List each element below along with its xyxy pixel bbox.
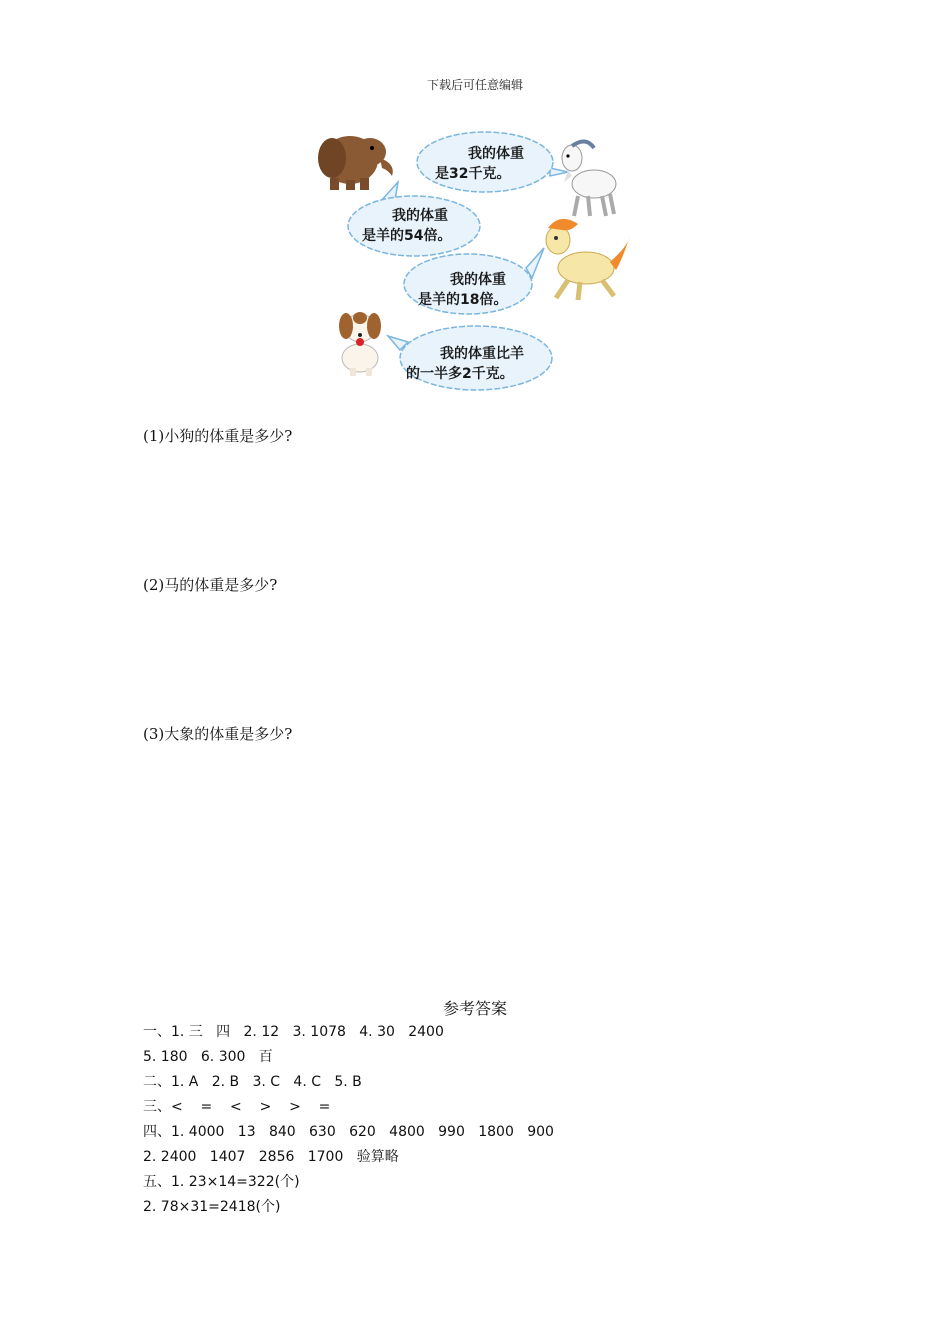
question-2: (2)马的体重是多少? [143,576,278,594]
answer-line-6: 2. 2400 1407 2856 1700 验算略 [143,1149,399,1165]
speech-bubble-1 [417,132,568,192]
goat-illustration [562,141,616,216]
answer-line-1: 一、1. 三 四 2. 12 3. 1078 4. 30 2400 [143,1024,444,1040]
answer-line-8: 2. 78×31=2418(个) [143,1199,281,1215]
speech-bubble-4 [388,326,552,390]
page-header: 下载后可任意编辑 [426,78,523,92]
bubble-3-line2: 是羊的18倍。 [418,292,508,308]
answer-line-2: 5. 180 6. 300 百 [143,1049,273,1065]
horse-illustration [546,219,630,300]
bubble-3-line1: 我的体重 [450,272,506,288]
bubble-2-line1: 我的体重 [392,208,448,224]
bubble-1-line2: 是32千克。 [435,166,511,182]
bubble-2-line2: 是羊的54倍。 [362,228,452,244]
speech-bubble-3 [404,248,544,314]
answers-list [143,1021,554,1221]
speech-bubble-2 [348,182,480,256]
question-3: (3)大象的体重是多少? [143,725,293,743]
bubble-4-line2: 的一半多2千克。 [406,366,514,382]
dog-illustration [339,312,381,376]
answer-line-5: 四、1. 4000 13 840 630 620 4800 990 1800 900 [143,1124,554,1140]
animal-weight-illustration [310,120,640,405]
answers-title: 参考答案 [442,999,507,1018]
answer-line-3: 二、1. A 2. B 3. C 4. C 5. B [143,1074,362,1090]
answer-line-7: 五、1. 23×14=322(个) [143,1174,300,1190]
bubble-4-line1: 我的体重比羊 [440,346,524,362]
elephant-illustration [318,136,393,190]
answer-line-4: 三、< = < > > = [143,1099,331,1115]
bubble-1-line1: 我的体重 [468,146,524,162]
question-1: (1)小狗的体重是多少? [143,427,293,445]
